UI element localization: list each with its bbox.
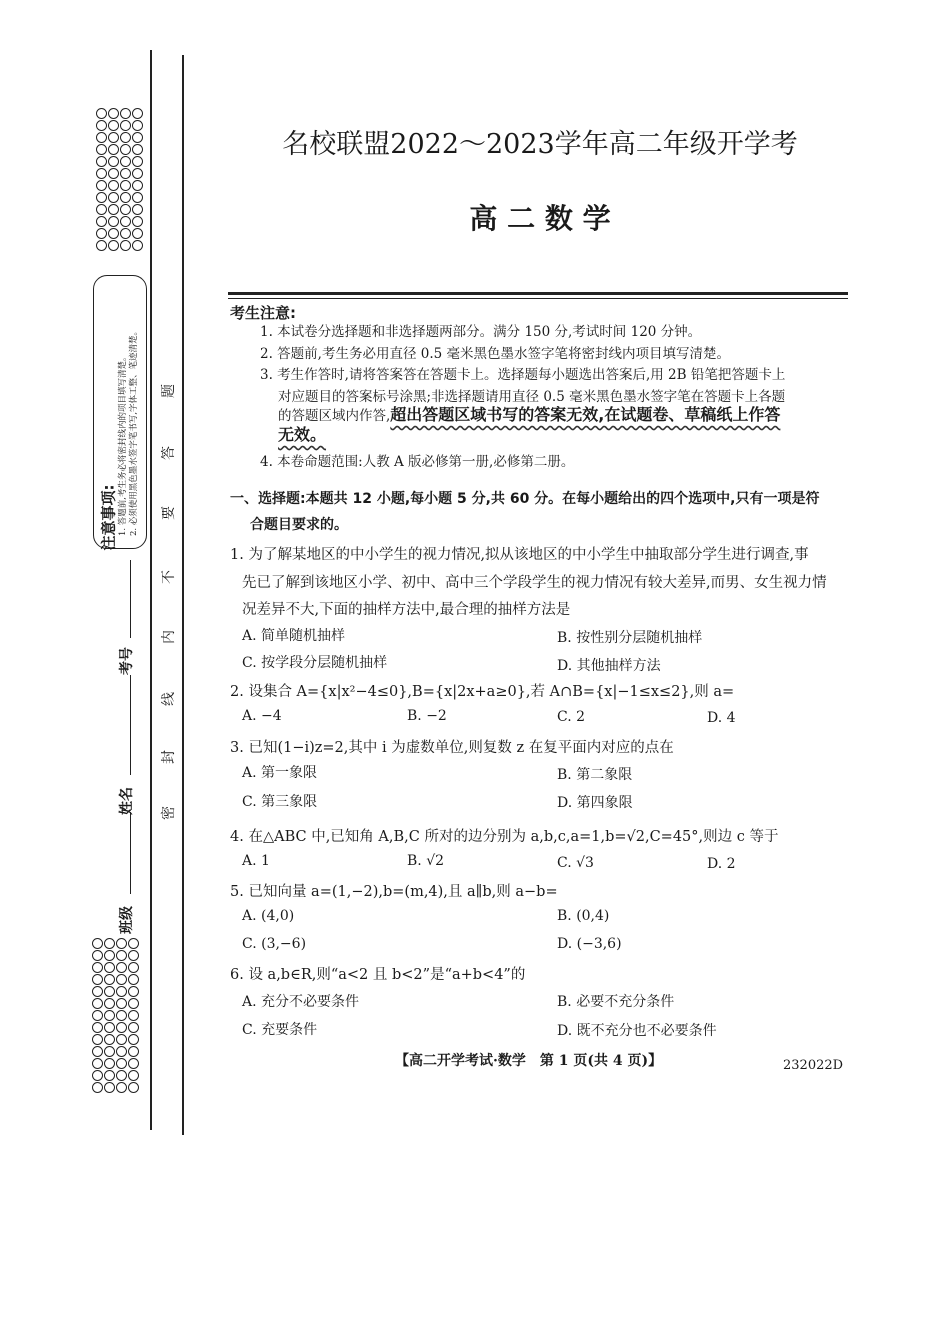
seal-char: 不 [161,570,177,584]
id-field-label: 考号 [119,647,135,675]
id-field-line [130,560,131,638]
instruction-3-prefix: 的答题区域内作答, [278,408,391,424]
question-4-option-b: B. √2 [407,853,445,869]
name-field-line [130,675,131,775]
question-5-option-c: C. (3,−6) [242,936,307,952]
instruction-4: 4. 本卷命题范围:人教 A 版必修第一册,必修第二册。 [260,454,575,470]
notice-line-2: 2. 必须使用黑色墨水签字笔书写,字体工整、笔迹清楚。 [129,326,139,536]
question-4-option-c: C. √3 [557,855,594,871]
instruction-3-cont-2 [278,404,780,427]
instruction-2: 2. 答题前,考生务必用直径 0.5 毫米黑色墨水签字笔将密封线内项目填写清楚。 [260,346,731,362]
seal-char: 封 [161,750,177,764]
question-2-option-d: D. 4 [707,710,736,726]
question-5-option-d: D. (−3,6) [557,936,622,952]
question-6-option-c: C. 充要条件 [242,1022,318,1038]
question-6-stem: 6. 设 a,b∈R,则“a<2 且 b<2”是“a+b<4”的 [230,967,526,983]
seal-char: 密 [161,806,177,820]
question-5-option-b: B. (0,4) [557,908,610,924]
question-5-option-a: A. (4,0) [242,908,295,924]
question-3-option-c: C. 第三象限 [242,794,318,810]
question-1-line-3: 况差异不大,下面的抽样方法中,最合理的抽样方法是 [242,602,571,618]
page-footer: 【高二开学考试·数学 第 1 页(共 4 页)】 [395,1053,663,1069]
seal-char: 答 [161,446,177,460]
header-rule-thick [228,292,848,295]
question-6-option-a: A. 充分不必要条件 [242,994,360,1010]
question-6-option-b: B. 必要不充分条件 [557,994,675,1010]
seal-char: 要 [161,506,177,520]
question-2-option-b: B. −2 [407,708,447,724]
notice-line-1: 1. 答题前,考生务必将密封线内的项目填写清楚。 [118,352,128,536]
instruction-3-cont-1: 对应题目的答案标号涂黑;非选择题请用直径 0.5 毫米黑色墨水签字笔在答题卡上各题 [278,389,786,405]
question-4-stem: 4. 在△ABC 中,已知角 A,B,C 所对的边分别为 a,b,c,a=1,b=√2,C=45°,则边 c 等于 [230,829,779,845]
section1-heading: 一、选择题:本题共 12 小题,每小题 5 分,共 60 分。在每小题给出的四个选项中,只有一项是符 [230,491,820,507]
exam-code: 232022D [783,1058,844,1073]
instruction-3: 3. 考生作答时,请将答案答在答题卡上。选择题每小题选出答案后,用 2B 铅笔把答题卡上 [260,367,786,383]
instruction-3-warning-end: 无效。 [278,425,327,444]
question-2-option-c: C. 2 [557,709,586,725]
question-1-option-b: B. 按性别分层随机抽样 [557,630,703,646]
question-2-stem: 2. 设集合 A={x|x²−4≤0},B={x|2x+a≥0},若 A∩B={x|−1≤x≤2},则 a= [230,684,735,700]
question-5-stem: 5. 已知向量 a=(1,−2),b=(m,4),且 a∥b,则 a−b= [230,884,558,900]
exam-title: 名校联盟2022～2023学年高二年级开学考 [282,129,798,160]
question-1-option-d: D. 其他抽样方法 [557,658,661,674]
header-rule-thin [228,298,848,299]
notice-title: 注意事项: [99,484,118,551]
class-field-label: 班级 [119,906,135,934]
instructions-heading: 考生注意: [230,304,296,322]
section1-heading-cont: 合题目要求的。 [250,517,348,533]
hole-punch-bottom [92,938,139,1093]
question-1-line-2: 先已了解到该地区小学、初中、高中三个学段学生的视力情况有较大差异,而男、女生视力情 [242,575,827,591]
instruction-1: 1. 本试卷分选择题和非选择题两部分。满分 150 分,考试时间 120 分钟。 [260,324,702,340]
class-field-line [130,812,131,894]
question-4-option-a: A. 1 [242,853,270,869]
seal-char: 题 [161,384,177,398]
question-1-option-c: C. 按学段分层随机抽样 [242,655,388,671]
question-3-option-d: D. 第四象限 [557,795,633,811]
question-6-option-d: D. 既不充分也不必要条件 [557,1023,717,1039]
name-field-label: 姓名 [119,787,135,815]
question-1-line-1: 1. 为了解某地区的中小学生的视力情况,拟从该地区的中小学生中抽取部分学生进行调查,事 [230,547,809,563]
seal-char: 内 [161,630,177,644]
question-4-option-d: D. 2 [707,856,736,872]
question-2-option-a: A. −4 [242,708,282,724]
question-3-stem: 3. 已知(1−i)z=2,其中 i 为虚数单位,则复数 z 在复平面内对应的点在 [230,740,674,756]
question-1-option-a: A. 简单随机抽样 [242,628,346,644]
question-3-option-a: A. 第一象限 [242,765,318,781]
subject-title: 高 二 数 学 [469,202,611,235]
seal-char: 线 [161,692,177,706]
instruction-3-warning: 超出答题区域书写的答案无效,在试题卷、草稿纸上作答 [390,405,781,424]
question-3-option-b: B. 第二象限 [557,767,633,783]
